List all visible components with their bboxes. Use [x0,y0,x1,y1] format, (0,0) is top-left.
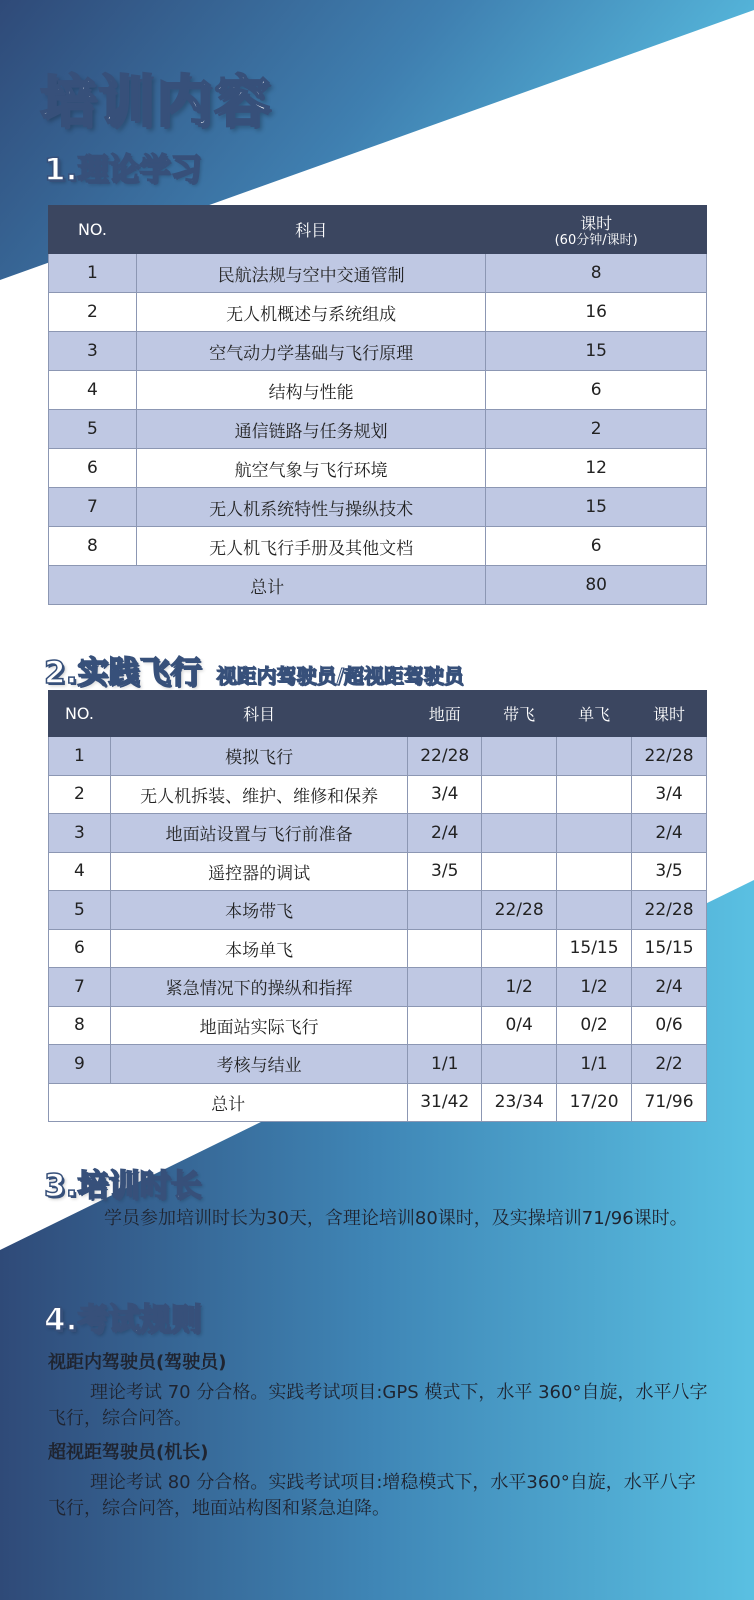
total-with-instructor: 23/34 [482,1083,557,1122]
theory-header-row [49,206,707,254]
header-subject: 科目 [110,691,407,737]
row-number: 9 [49,1045,111,1084]
row-hours: 8 [486,254,707,293]
row-hours: 6 [486,371,707,410]
table-row [49,488,707,527]
row-with-instructor: 22/28 [482,891,557,930]
table-total-row [49,1083,707,1122]
row-subject: 考核与结业 [110,1045,407,1084]
row-subject: 民航法规与空中交通管制 [136,254,485,293]
row-number: 7 [49,968,111,1007]
row-hours: 2/2 [632,1045,707,1084]
row-number: 6 [49,449,137,488]
row-ground [408,891,482,930]
row-number: 6 [49,929,111,968]
total-ground: 31/42 [408,1083,482,1122]
row-with-instructor: 1/2 [482,968,557,1007]
header-hours-note: (60分钟/课时) [554,233,638,248]
total-hours: 80 [486,566,707,605]
row-hours: 16 [486,293,707,332]
row-with-instructor [482,852,557,891]
row-hours: 15 [486,332,707,371]
row-subject: 地面站设置与飞行前准备 [110,814,407,853]
section-duration-heading: 3.培训时长 [44,1168,202,1204]
table-row [49,852,707,891]
row-hours: 2/4 [632,968,707,1007]
section-practice-heading: 2.实践飞行 [44,655,202,691]
row-subject: 通信链路与任务规划 [136,410,485,449]
row-hours: 2/4 [632,814,707,853]
header-hours-label: 课时 [580,214,613,233]
header-hours: 课时 [632,691,707,737]
row-solo: 1/2 [557,968,632,1007]
row-with-instructor [482,1045,557,1084]
total-hours: 71/96 [632,1083,707,1122]
row-number: 7 [49,488,137,527]
row-ground [408,968,482,1007]
row-number: 5 [49,891,111,930]
theory-table [48,205,707,605]
row-subject: 模拟飞行 [110,737,407,776]
header-solo: 单飞 [557,691,632,737]
row-hours: 2 [486,410,707,449]
row-with-instructor [482,775,557,814]
table-row [49,254,707,293]
table-row [49,410,707,449]
row-ground: 22/28 [408,737,482,776]
row-hours: 3/4 [632,775,707,814]
row-hours: 6 [486,527,707,566]
section-exam-heading: 4.考试规则 [44,1302,202,1338]
table-row [49,449,707,488]
row-with-instructor: 0/4 [482,1006,557,1045]
table-row [49,371,707,410]
row-number: 1 [49,254,137,293]
row-solo [557,775,632,814]
row-hours: 22/28 [632,891,707,930]
row-solo [557,737,632,776]
row-subject: 航空气象与飞行环境 [136,449,485,488]
row-number: 3 [49,814,111,853]
row-subject: 地面站实际飞行 [110,1006,407,1045]
table-row [49,775,707,814]
row-ground [408,929,482,968]
row-solo: 0/2 [557,1006,632,1045]
row-subject: 无人机系统特性与操纵技术 [136,488,485,527]
row-solo [557,814,632,853]
row-hours: 15/15 [632,929,707,968]
page-title: 培训内容 [40,70,272,135]
table-row [49,293,707,332]
table-row [49,737,707,776]
row-ground: 1/1 [408,1045,482,1084]
practice-header-row [49,691,707,737]
total-solo: 17/20 [557,1083,632,1122]
table-row [49,527,707,566]
row-number: 8 [49,527,137,566]
header-no: NO. [49,206,137,254]
row-subject: 结构与性能 [136,371,485,410]
row-with-instructor [482,814,557,853]
row-number: 1 [49,737,111,776]
table-row [49,929,707,968]
row-solo [557,852,632,891]
row-subject: 本场带飞 [110,891,407,930]
row-solo [557,891,632,930]
table-row [49,968,707,1007]
vlos-text: 理论考试 70 分合格。实践考试项目:GPS 模式下，水平 360°自旋，水平八字飞行，综合问答。 [48,1382,708,1429]
vlos-title: 视距内驾驶员(驾驶员) [48,1352,227,1373]
practice-table [48,690,707,1122]
row-number: 4 [49,371,137,410]
row-ground: 2/4 [408,814,482,853]
table-row [49,1006,707,1045]
table-total-row [49,566,707,605]
row-hours: 0/6 [632,1006,707,1045]
row-number: 3 [49,332,137,371]
row-with-instructor [482,929,557,968]
section-practice-subheading: 视距内驾驶员/超视距驾驶员 [216,664,464,688]
table-row [49,891,707,930]
header-subject: 科目 [136,206,485,254]
row-hours: 22/28 [632,737,707,776]
section-theory-heading: 1.理论学习 [44,152,202,188]
row-number: 8 [49,1006,111,1045]
row-hours: 15 [486,488,707,527]
header-hours [486,206,707,254]
row-solo: 15/15 [557,929,632,968]
row-ground: 3/4 [408,775,482,814]
row-with-instructor [482,737,557,776]
row-subject: 本场单飞 [110,929,407,968]
row-ground: 3/5 [408,852,482,891]
table-row [49,1045,707,1084]
row-subject: 无人机拆装、维护、维修和保养 [110,775,407,814]
row-ground [408,1006,482,1045]
row-subject: 空气动力学基础与飞行原理 [136,332,485,371]
header-with-instructor: 带飞 [482,691,557,737]
bvlos-title: 超视距驾驶员(机长) [48,1442,209,1463]
row-subject: 遥控器的调试 [110,852,407,891]
total-label: 总计 [49,566,486,605]
total-label: 总计 [49,1083,408,1122]
row-number: 4 [49,852,111,891]
duration-text: 学员参加培训时长为30天，含理论培训80课时，及实操培训71/96课时。 [104,1208,688,1229]
row-solo: 1/1 [557,1045,632,1084]
row-hours: 12 [486,449,707,488]
row-subject: 无人机飞行手册及其他文档 [136,527,485,566]
row-number: 2 [49,293,137,332]
bvlos-text: 理论考试 80 分合格。实践考试项目:增稳模式下，水平360°自旋，水平八字飞行，综合问答，地面站构图和紧急迫降。 [48,1472,696,1519]
row-subject: 紧急情况下的操纵和指挥 [110,968,407,1007]
row-number: 5 [49,410,137,449]
header-ground: 地面 [408,691,482,737]
header-no: NO. [49,691,111,737]
row-subject: 无人机概述与系统组成 [136,293,485,332]
table-row [49,814,707,853]
row-number: 2 [49,775,111,814]
table-row [49,332,707,371]
row-hours: 3/5 [632,852,707,891]
